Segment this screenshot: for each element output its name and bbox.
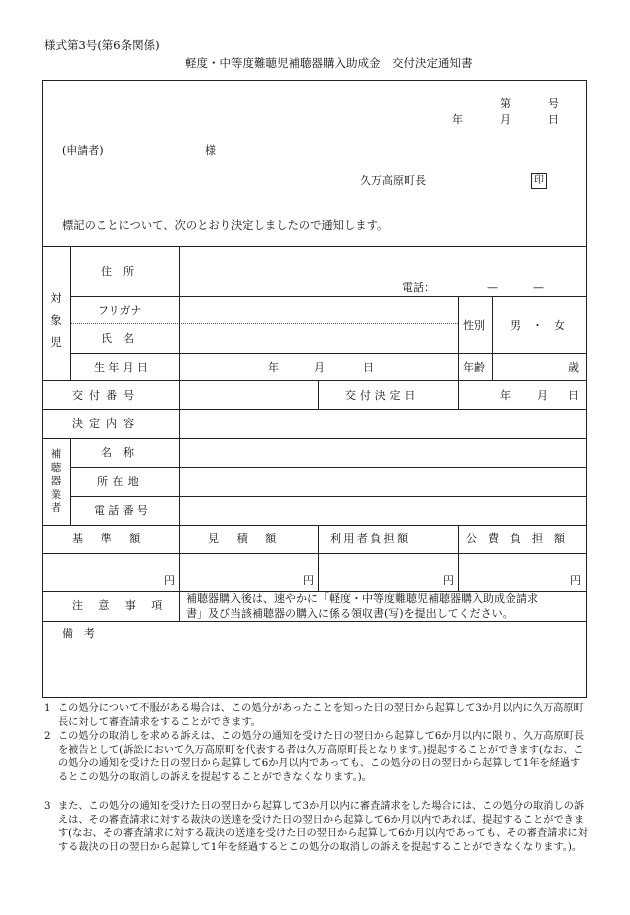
birth-day-unit: 日 xyxy=(363,361,374,374)
note-text: この処分について不服がある場合は、この処分があったことを知った日の翌日から起算して3か月以内に久万高原町長に対して審査請求をすることができます。 xyxy=(58,703,584,728)
note-text: この処分の取消しを求める訴えは、この処分の通知を受けた日の翌日から起算して6か月以内に限り、久万高原町長を被告として(訴訟において久万高原町を代表する者は久万高原町長となります。)提起することができます(なお、この処分の通知を受けた日の翌日から起算して6か月以内であっても、この処分の日の翌日から起算して1年を経過するとこの処分の取消しの訴えを提起することができなくなります。)。 xyxy=(58,731,585,783)
birth-month-unit: 月 xyxy=(314,361,325,374)
note-item xyxy=(42,730,590,784)
note-number: 2 xyxy=(44,731,51,742)
vendor-phone-label: 電話番号 xyxy=(94,504,152,517)
seal-mark: 印 xyxy=(531,173,547,189)
gender-label: 性別 xyxy=(463,319,485,332)
notice-text: 標記のことについて、次のとおり決定しましたので通知します。 xyxy=(62,219,389,232)
page-title: 軽度・中等度難聴児補聴器購入助成金 交付決定通知書 xyxy=(185,56,473,70)
date-month: 月 xyxy=(500,113,511,126)
caution-line-1: 補聴器購入後は、速やかに「軽度・中等度難聴児補聴器購入助成金請求 xyxy=(186,592,538,605)
decision-month-unit: 月 xyxy=(537,389,548,402)
age-label: 年齢 xyxy=(463,361,485,374)
subject-group-label: 対象児 xyxy=(50,291,62,349)
user-share-yen: 円 xyxy=(443,574,454,587)
note-number: 1 xyxy=(44,703,51,714)
caution-label: 注 意 事 項 xyxy=(72,599,165,612)
vendor-location-label: 所在地 xyxy=(97,475,144,488)
age-unit: 歳 xyxy=(568,361,579,374)
decision-date-label: 交付決定日 xyxy=(345,389,420,402)
public-share-label: 公 費 負 担 額 xyxy=(466,532,565,545)
address-label: 住 所 xyxy=(101,265,134,278)
applicant-sama: 様 xyxy=(205,144,216,157)
decision-content-label: 決定内容 xyxy=(72,417,141,430)
phone-separator-2: — xyxy=(533,281,544,294)
birth-year-unit: 年 xyxy=(268,361,279,374)
estimate-amount-label: 見 積 額 xyxy=(208,532,280,545)
furigana-label: フリガナ xyxy=(98,304,142,317)
decision-day-unit: 日 xyxy=(568,389,579,402)
note-item xyxy=(42,702,590,729)
grant-number-label: 交付番号 xyxy=(72,389,141,402)
gender-options[interactable]: 男 ・ 女 xyxy=(510,319,565,332)
user-share-label: 利用者負担額 xyxy=(330,532,411,545)
applicant-label: (申請者) xyxy=(62,144,104,157)
note-text: また、この処分の通知を受けた日の翌日から起算して3か月以内に審査請求をした場合には、この処分の取消しの訴えは、その審査請求に対する裁決の送達を受けた日の翌日から起算して6か月以内であれば、提起することができます(なお、その審査請求に対する裁決の送達を受けた日の翌日から起算して6か月以内であっても、その審査請求に対する裁決の日の翌日から起算して1年を経過するとこの処分の取消しの訴えを提起することができなくなります。)。 xyxy=(58,801,588,853)
birth-label: 生年月日 xyxy=(94,361,152,374)
number-dai: 第 xyxy=(500,97,511,110)
date-year: 年 xyxy=(452,113,463,126)
phone-separator-1: — xyxy=(487,281,498,294)
name-label: 氏 名 xyxy=(101,332,134,345)
phone-label: 電話： xyxy=(402,281,435,294)
public-share-yen: 円 xyxy=(570,574,581,587)
caution-line-2: 書」及び当該補聴器の購入に係る領収書(写)を提出してください。 xyxy=(186,607,514,620)
issuer-name: 久万高原町長 xyxy=(360,174,426,187)
standard-yen: 円 xyxy=(164,574,175,587)
vendor-name-label: 名 称 xyxy=(101,446,134,459)
date-day: 日 xyxy=(548,113,559,126)
remarks-label: 備 考 xyxy=(62,627,95,640)
vendor-group-label: 補聴器業者 xyxy=(50,448,62,514)
form-number: 様式第3号(第6条関係) xyxy=(44,38,160,52)
standard-amount-label: 基 準 額 xyxy=(72,532,144,545)
estimate-yen: 円 xyxy=(303,574,314,587)
note-item xyxy=(42,800,590,854)
decision-year-unit: 年 xyxy=(500,389,511,402)
note-number: 3 xyxy=(44,801,51,812)
number-go: 号 xyxy=(548,97,559,110)
